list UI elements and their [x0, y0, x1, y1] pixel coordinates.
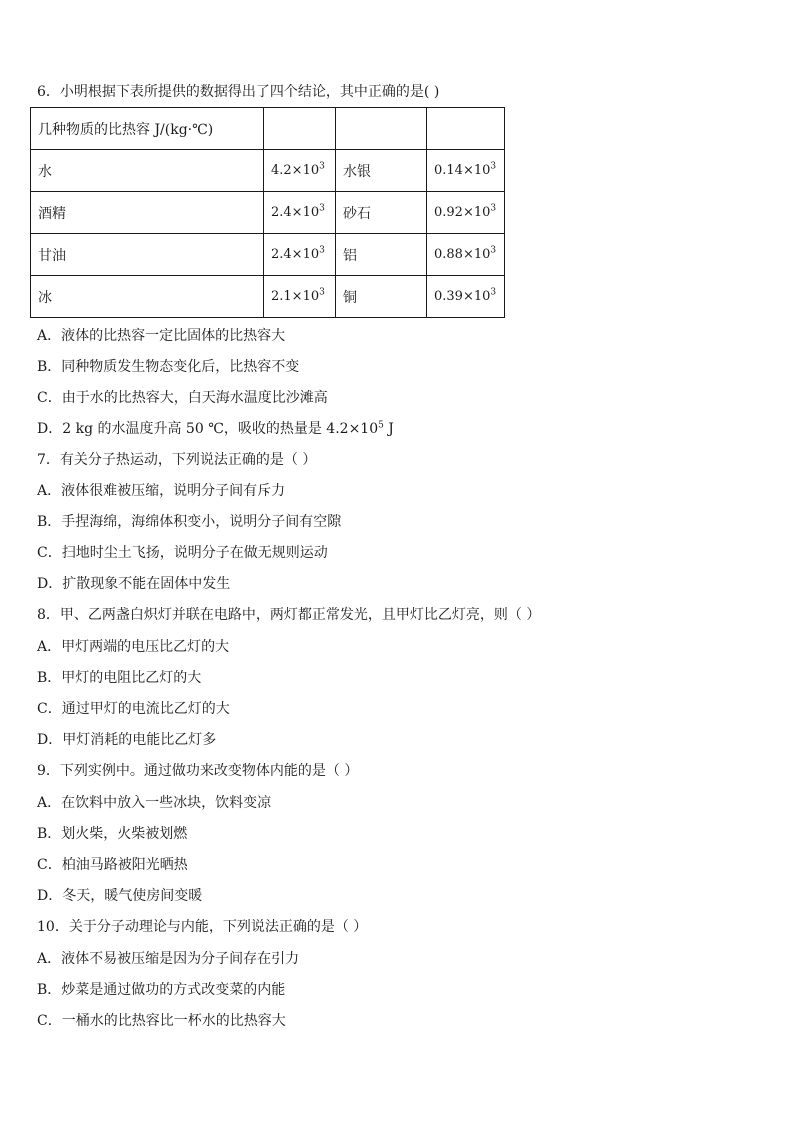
q9-option-d: D．冬天，暖气使房间变暖: [37, 888, 203, 904]
heat-value: $4.2\times 10^3$: [264, 150, 336, 192]
table-row: [31, 150, 505, 192]
substance-name: 水银: [336, 150, 427, 192]
q8-option-d: D．甲灯消耗的电能比乙灯多: [37, 732, 217, 748]
substance-name: 冰: [31, 276, 264, 318]
heat-value: $2.4\times 10^3$: [264, 192, 336, 234]
substance-name: 水: [31, 150, 264, 192]
substance-name: 铝: [336, 234, 427, 276]
q9-stem: 9．下列实例中。通过做功来改变物体内能的是（ ）: [37, 763, 359, 779]
substance-name: 铜: [336, 276, 427, 318]
table-row: [31, 276, 505, 318]
q7-option-c: C．扫地时尘土飞扬，说明分子在做无规则运动: [37, 545, 328, 561]
q8-stem: 8．甲、乙两盏白炽灯并联在电路中，两灯都正常发光，且甲灯比乙灯亮，则（ ）: [37, 607, 541, 623]
q10-option-b: B．炒菜是通过做功的方式改变菜的内能: [37, 982, 286, 998]
table-header-cell: 几种物质的比热容 J/(kg·℃): [31, 108, 264, 150]
heat-value: $0.92\times 10^3$: [427, 192, 505, 234]
heat-value: $2.4\times 10^3$: [264, 234, 336, 276]
q6-option-a: A．液体的比热容一定比固体的比热容大: [37, 328, 286, 344]
q7-option-a: A．液体很难被压缩，说明分子间有斥力: [37, 483, 286, 499]
q9-option-c: C．柏油马路被阳光晒热: [37, 857, 188, 873]
q10-option-c: C．一桶水的比热容比一杯水的比热容大: [37, 1013, 286, 1029]
q9-option-b: B．划火柴，火柴被划燃: [37, 826, 188, 842]
table-row: [31, 234, 505, 276]
heat-value: $0.88\times 10^3$: [427, 234, 505, 276]
heat-value: $0.39\times 10^3$: [427, 276, 505, 318]
q6-option-b: B．同种物质发生物态变化后，比热容不变: [37, 359, 300, 375]
q7-option-b: B．手捏海绵，海绵体积变小，说明分子间有空隙: [37, 514, 342, 530]
q6-option-c: C．由于水的比热容大，白天海水温度比沙滩高: [37, 390, 328, 406]
table-header-row: [31, 108, 505, 150]
q6-option-d: D．2 kg 的水温度升高 50 ℃，吸收的热量是 $4.2\times 10^5$ J: [37, 420, 394, 437]
heat-value: $0.14\times 10^3$: [427, 150, 505, 192]
q7-stem: 7．有关分子热运动，下列说法正确的是（ ）: [37, 452, 317, 468]
substance-name: 甘油: [31, 234, 264, 276]
specific-heat-table: [30, 107, 505, 318]
q9-option-a: A．在饮料中放入一些冰块，饮料变凉: [37, 795, 272, 811]
q10-option-a: A．液体不易被压缩是因为分子间存在引力: [37, 951, 300, 967]
q7-option-d: D．扩散现象不能在固体中发生: [37, 576, 231, 592]
q8-option-a: A．甲灯两端的电压比乙灯的大: [37, 639, 230, 655]
table-row: [31, 192, 505, 234]
q6-stem: 6．小明根据下表所提供的数据得出了四个结论，其中正确的是( ): [37, 84, 440, 100]
substance-name: 砂石: [336, 192, 427, 234]
heat-value: $2.1\times 10^3$: [264, 276, 336, 318]
q10-stem: 10．关于分子动理论与内能，下列说法正确的是（ ）: [37, 919, 368, 935]
substance-name: 酒精: [31, 192, 264, 234]
q8-option-b: B．甲灯的电阻比乙灯的大: [37, 670, 202, 686]
q8-option-c: C．通过甲灯的电流比乙灯的大: [37, 701, 230, 717]
